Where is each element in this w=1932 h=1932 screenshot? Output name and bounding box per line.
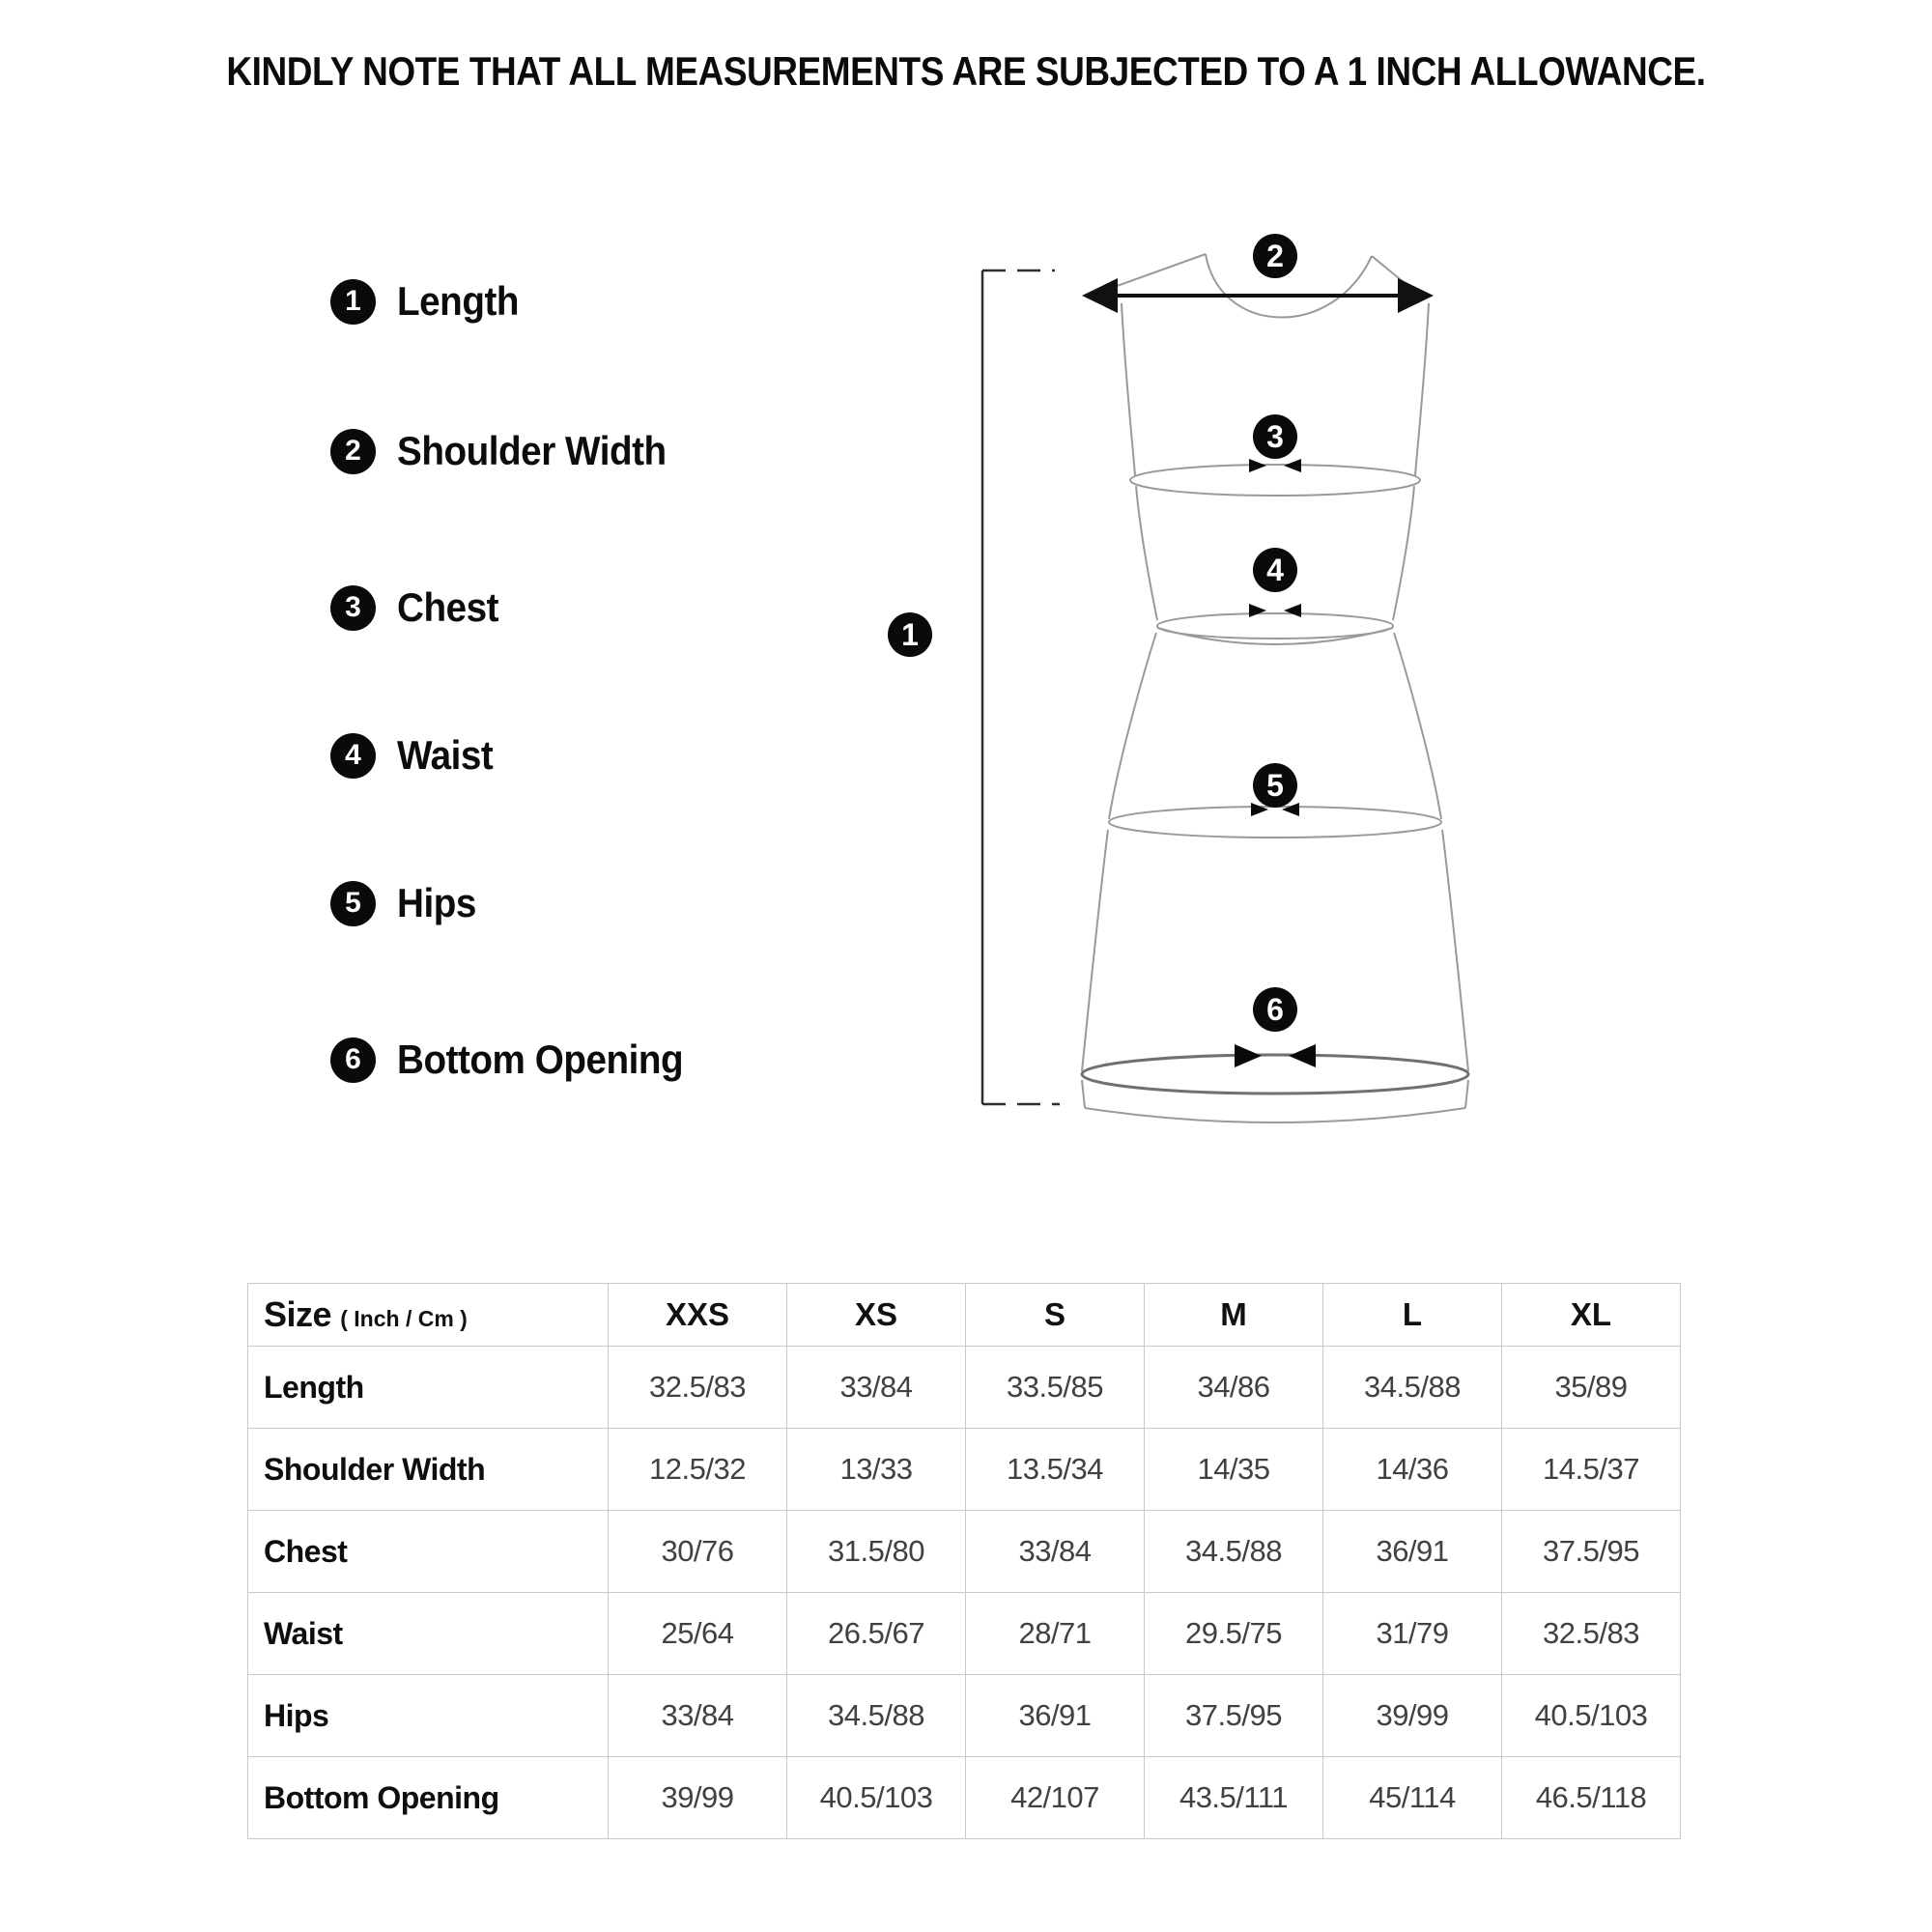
- col-header-m: M: [1145, 1284, 1323, 1347]
- table-row-chest: [248, 1511, 1681, 1593]
- diagram-badges: [888, 234, 1297, 1032]
- length-measure-line: [982, 270, 1060, 1104]
- hips-s: 36/91: [966, 1675, 1145, 1757]
- size-table-header-row: [248, 1284, 1681, 1347]
- chest-l: 36/91: [1323, 1511, 1502, 1593]
- table-row-shoulder-width: [248, 1429, 1681, 1511]
- dress-diagram: [850, 222, 1526, 1159]
- shoulder-l: 14/36: [1323, 1429, 1502, 1511]
- hem-band: [1082, 1080, 1468, 1122]
- legend-item-bottom-opening: [330, 1037, 708, 1083]
- length-s: 33.5/85: [966, 1347, 1145, 1429]
- shoulder-xs: 13/33: [787, 1429, 966, 1511]
- allowance-note: KINDLY NOTE THAT ALL MEASUREMENTS ARE SUBJECTED TO A 1 INCH ALLOWANCE.: [226, 48, 1706, 94]
- waist-xxs: 25/64: [609, 1593, 787, 1675]
- table-row-waist: [248, 1593, 1681, 1675]
- hips-xs: 34.5/88: [787, 1675, 966, 1757]
- bottom-arrow-left: [1235, 1044, 1262, 1067]
- diagram-badge-5-num: 5: [1266, 768, 1284, 803]
- legend-badge-3: 3: [330, 585, 376, 631]
- waist-arrow-right: [1284, 604, 1301, 617]
- length-m: 34/86: [1145, 1347, 1323, 1429]
- shoulder-width-arrow: [1082, 278, 1434, 313]
- legend-label-hips: Hips: [397, 880, 476, 925]
- legend-label-bottom-opening: Bottom Opening: [397, 1037, 684, 1082]
- legend-badge-5: 5: [330, 881, 376, 926]
- diagram-badge-1-num: 1: [901, 617, 919, 652]
- row-label-waist: Waist: [248, 1593, 609, 1675]
- shoulder-xxs: 12.5/32: [609, 1429, 787, 1511]
- waist-ellipse: [1157, 613, 1393, 639]
- col-header-l: L: [1323, 1284, 1502, 1347]
- legend-badge-4: 4: [330, 733, 376, 779]
- legend-label-chest: Chest: [397, 584, 499, 630]
- hips-xxs: 33/84: [609, 1675, 787, 1757]
- arrowhead-left: [1082, 278, 1118, 313]
- size-label: Size: [264, 1294, 332, 1334]
- legend-item-length: [330, 278, 529, 325]
- chest-arrow-right: [1284, 459, 1301, 472]
- waist-arrow-left: [1249, 604, 1266, 617]
- hips-m: 37.5/95: [1145, 1675, 1323, 1757]
- waist-seam: [1157, 628, 1393, 644]
- diagram-badge-6-num: 6: [1266, 992, 1284, 1027]
- bottom-xxs: 39/99: [609, 1757, 787, 1839]
- legend-label-shoulder-width: Shoulder Width: [397, 428, 667, 473]
- legend-label-waist: Waist: [397, 732, 494, 778]
- table-row-length: [248, 1347, 1681, 1429]
- hips-ellipse: [1109, 807, 1441, 838]
- chest-xxs: 30/76: [609, 1511, 787, 1593]
- row-label-length: Length: [248, 1347, 609, 1429]
- chest-ellipse: [1130, 465, 1420, 496]
- legend-item-waist: [330, 732, 501, 779]
- table-row-bottom-opening: [248, 1757, 1681, 1839]
- legend-badge-2: 2: [330, 429, 376, 474]
- waist-l: 31/79: [1323, 1593, 1502, 1675]
- col-header-xxs: XXS: [609, 1284, 787, 1347]
- col-header-xl: XL: [1502, 1284, 1681, 1347]
- bottom-xs: 40.5/103: [787, 1757, 966, 1839]
- bottom-m: 43.5/111: [1145, 1757, 1323, 1839]
- legend-badge-6: 6: [330, 1037, 376, 1083]
- chest-m: 34.5/88: [1145, 1511, 1323, 1593]
- hips-l: 39/99: [1323, 1675, 1502, 1757]
- shoulder-s: 13.5/34: [966, 1429, 1145, 1511]
- legend-badge-1: 1: [330, 279, 376, 325]
- bottom-xl: 46.5/118: [1502, 1757, 1681, 1839]
- legend-item-chest: [330, 584, 507, 631]
- bottom-arrow-right: [1289, 1044, 1316, 1067]
- waist-m: 29.5/75: [1145, 1593, 1323, 1675]
- diagram-badge-4-num: 4: [1266, 553, 1284, 587]
- bottom-l: 45/114: [1323, 1757, 1502, 1839]
- row-label-hips: Hips: [248, 1675, 609, 1757]
- waist-xs: 26.5/67: [787, 1593, 966, 1675]
- col-header-s: S: [966, 1284, 1145, 1347]
- shoulder-xl: 14.5/37: [1502, 1429, 1681, 1511]
- row-label-bottom-opening: Bottom Opening: [248, 1757, 609, 1839]
- chest-xl: 37.5/95: [1502, 1511, 1681, 1593]
- waist-s: 28/71: [966, 1593, 1145, 1675]
- hips-xl: 40.5/103: [1502, 1675, 1681, 1757]
- diagram-badge-2-num: 2: [1266, 239, 1284, 273]
- col-header-xs: XS: [787, 1284, 966, 1347]
- length-xxs: 32.5/83: [609, 1347, 787, 1429]
- size-table: [247, 1283, 1681, 1839]
- bottom-s: 42/107: [966, 1757, 1145, 1839]
- length-xs: 33/84: [787, 1347, 966, 1429]
- diagram-badge-3-num: 3: [1266, 419, 1284, 454]
- bottom-opening-ellipse: [1082, 1055, 1468, 1094]
- row-label-chest: Chest: [248, 1511, 609, 1593]
- chest-s: 33/84: [966, 1511, 1145, 1593]
- length-xl: 35/89: [1502, 1347, 1681, 1429]
- shoulder-m: 14/35: [1145, 1429, 1323, 1511]
- waist-xl: 32.5/83: [1502, 1593, 1681, 1675]
- chest-arrow-left: [1249, 459, 1266, 472]
- legend-label-length: Length: [397, 278, 520, 324]
- legend-item-hips: [330, 880, 483, 926]
- row-label-shoulder-width: Shoulder Width: [248, 1429, 609, 1511]
- size-header-cell: [248, 1284, 609, 1347]
- legend-item-shoulder-width: [330, 428, 690, 474]
- size-unit-label: ( Inch / Cm ): [340, 1306, 468, 1331]
- table-row-hips: [248, 1675, 1681, 1757]
- chest-xs: 31.5/80: [787, 1511, 966, 1593]
- length-l: 34.5/88: [1323, 1347, 1502, 1429]
